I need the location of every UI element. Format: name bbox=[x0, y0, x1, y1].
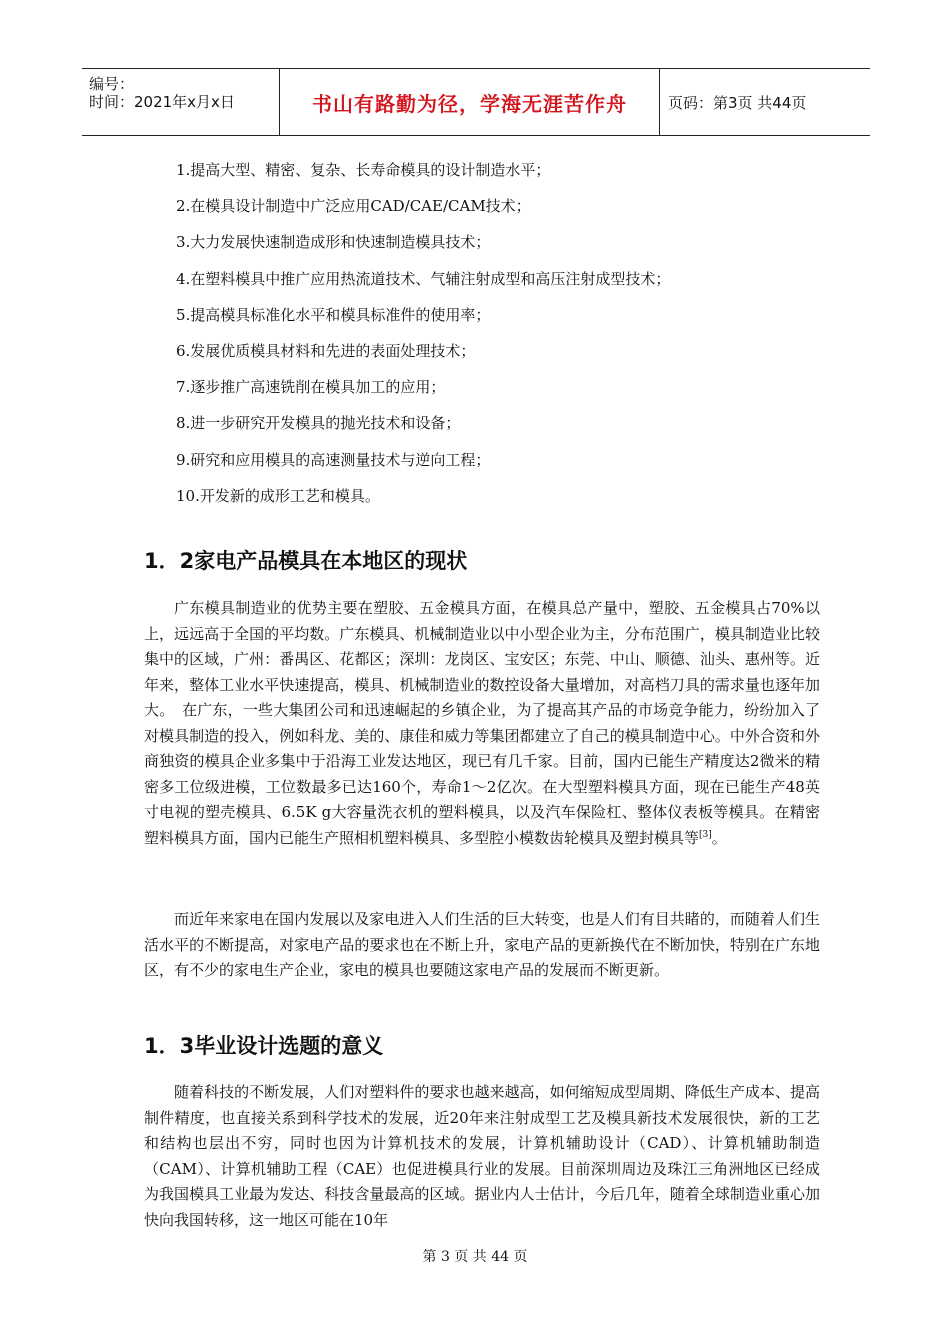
citation-ref: [3] bbox=[699, 829, 712, 840]
list-item: 8.进一步研究开发模具的抛光技术和设备； bbox=[176, 414, 461, 433]
page-footer: 第 3 页 共 44 页 bbox=[422, 1249, 528, 1265]
list-item: 1.提高大型、精密、复杂、长寿命模具的设计制造水平； bbox=[176, 161, 551, 179]
list-item: 9.研究和应用模具的高速测量技术与逆向工程； bbox=[176, 450, 491, 469]
paragraph-1-2-a bbox=[144, 596, 820, 851]
list-item: 4.在塑料模具中推广应用热流道技术、气辅注射成型和高压注射成型技术； bbox=[176, 269, 671, 288]
number-label: 编号： bbox=[89, 75, 135, 93]
section-heading-1-3: 1．3毕业设计选题的意义 bbox=[144, 1034, 384, 1058]
numbered-list bbox=[176, 158, 816, 520]
list-item: 2.在模具设计制造中广泛应用CAD/CAE/CAM技术； bbox=[176, 197, 531, 216]
header-left-cell bbox=[82, 69, 280, 135]
date-label: 时间：2021年x月x日 bbox=[89, 93, 235, 111]
list-item: 5.提高模具标准化水平和模具标准件的使用率； bbox=[176, 305, 491, 324]
motto-text: 书山有路勤为径，学海无涯苦作舟 bbox=[312, 91, 627, 116]
paragraph-1-2-b: 而近年来家电在国内发展以及家电进入人们生活的巨大转变，也是人们有目共睹的，而随着人们生活水平的不断提高，对家电产品的要求也在不断上升，家电产品的更新换代在不断加快，特别在广东地区，有不少的家电生产企业，家电的模具也要随这家电产品的发展而不断更新。 bbox=[144, 910, 820, 979]
header-motto-cell bbox=[280, 69, 660, 135]
header-page-cell bbox=[660, 69, 870, 135]
header-table bbox=[82, 68, 870, 136]
list-item: 10.开发新的成形工艺和模具。 bbox=[176, 486, 380, 505]
list-item: 3.大力发展快速制造成形和快速制造模具技术； bbox=[176, 233, 491, 252]
section-heading-1-2: 1．2家电产品模具在本地区的现状 bbox=[144, 549, 468, 573]
list-item: 6.发展优质模具材料和先进的表面处理技术； bbox=[176, 341, 476, 360]
paragraph-text: 广东模具制造业的优势主要在塑胶、五金模具方面，在模具总产量中，塑胶、五金模具占70%以上，远远高于全国的平均数。广东模具、机械制造业以中小型企业为主，分布范围广，模具制造业比较集中的区域，广州：番禺区、花都区；深圳：龙岗区、宝安区；东莞、中山、顺德、汕头、惠州等。近年来，整体工业水平快速提高，模具、机械制造业的数控设备大量增加，对高档刀具的需求量也逐年加大。 在广东，一些大集团公司和迅速崛起的乡镇企业，为了提高其产品的市场竞争能力，纷纷加入了对模具制造的投入，例如科龙、美的、康佳和威力等集团都建立了自己的模具制造中心。中外合资和外商独资的模具企业多集中于沿海工业发达地区，现已有几千家。目前，国内已能生产精度达2微米的精密多工位级进模，工位数最多已达160个，寿命1～2亿次。在大型塑料模具方面，现在已能生产48英寸电视的塑壳模具、6.5K g大容量洗衣机的塑料模具，以及汽车保险杠、整体仪表板等模具。在精密塑料模具方面，国内已能生产照相机塑料模具、多型腔小模数齿轮模具及塑封模具等 bbox=[144, 599, 820, 847]
list-item: 7.逐步推广高速铣削在模具加工的应用； bbox=[176, 378, 446, 397]
paragraph-end: 。 bbox=[711, 828, 727, 847]
page-label: 页码：第3页 共44页 bbox=[668, 93, 807, 112]
paragraph-1-3-a: 随着科技的不断发展，人们对塑料件的要求也越来越高，如何缩短成型周期、降低生产成本、提高制件精度，也直接关系到科学技术的发展，近20年来注射成型工艺及模具新技术发展很快，新的工艺和结构也层出不穷，同时也因为计算机技术的发展，计算机辅助设计（CAD）、计算机辅助制造（CAM）、计算机辅助工程（CAE）也促进模具行业的发展。目前深圳周边及珠江三角洲地区已经成为我国模具工业最为发达、科技含量最高的区域。据业内人士估计，今后几年，随着全球制造业重心加快向我国转移，这一地区可能在10年 bbox=[144, 1083, 820, 1229]
